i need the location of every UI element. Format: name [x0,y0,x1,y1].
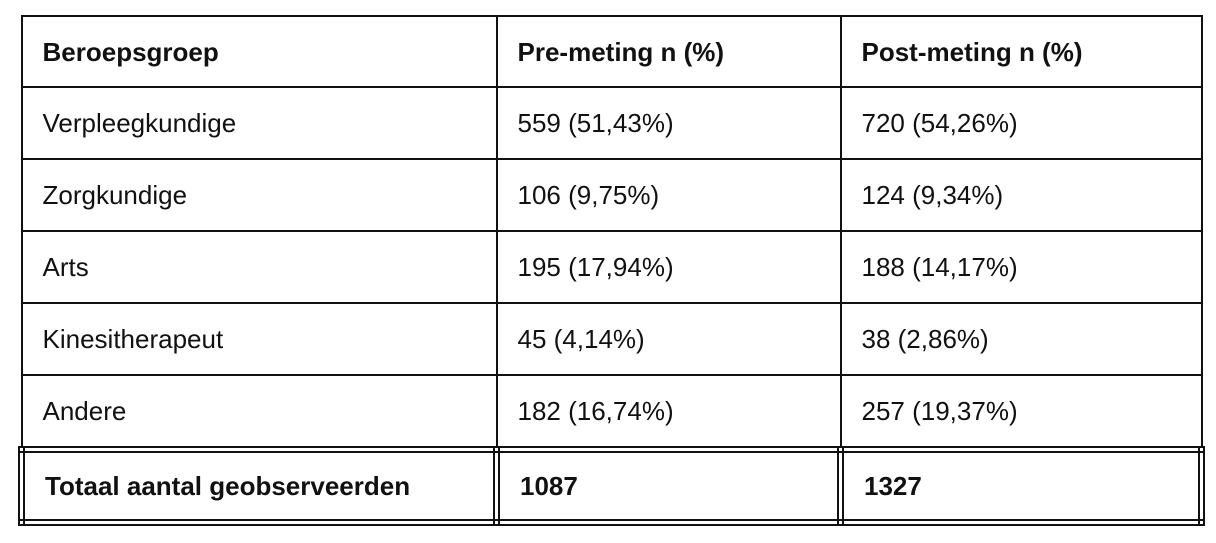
table-body [22,87,1202,450]
total-post: 1327 [841,450,1202,523]
table-row [22,375,1202,450]
table-header [22,16,1202,87]
table-row [22,87,1202,159]
table-cell-post: 124 (9,34%) [841,159,1202,231]
table-cell-pre: 559 (51,43%) [497,87,841,159]
table-cell-group: Arts [22,231,497,303]
table-cell-post: 188 (14,17%) [841,231,1202,303]
table-row [22,159,1202,231]
header-row [22,16,1202,87]
table-cell-group: Zorgkundige [22,159,497,231]
table-cell-pre: 195 (17,94%) [497,231,841,303]
table-row [22,303,1202,375]
table-cell-pre: 182 (16,74%) [497,375,841,450]
header-cell-beroepsgroep: Beroepsgroep [22,16,497,87]
total-row [22,450,1202,523]
table-cell-post: 257 (19,37%) [841,375,1202,450]
header-cell-pre-meting: Pre-meting n (%) [497,16,841,87]
table-cell-post: 38 (2,86%) [841,303,1202,375]
table-cell-group: Kinesitherapeut [22,303,497,375]
total-pre: 1087 [497,450,841,523]
table-cell-post: 720 (54,26%) [841,87,1202,159]
data-table [18,15,1205,526]
table-row [22,231,1202,303]
table-footer [22,450,1202,523]
total-label: Totaal aantal geobserveerden [22,450,497,523]
table-cell-pre: 45 (4,14%) [497,303,841,375]
table-cell-pre: 106 (9,75%) [497,159,841,231]
table-cell-group: Verpleegkundige [22,87,497,159]
header-cell-post-meting: Post-meting n (%) [841,16,1202,87]
data-table-container [18,15,1198,526]
table-cell-group: Andere [22,375,497,450]
